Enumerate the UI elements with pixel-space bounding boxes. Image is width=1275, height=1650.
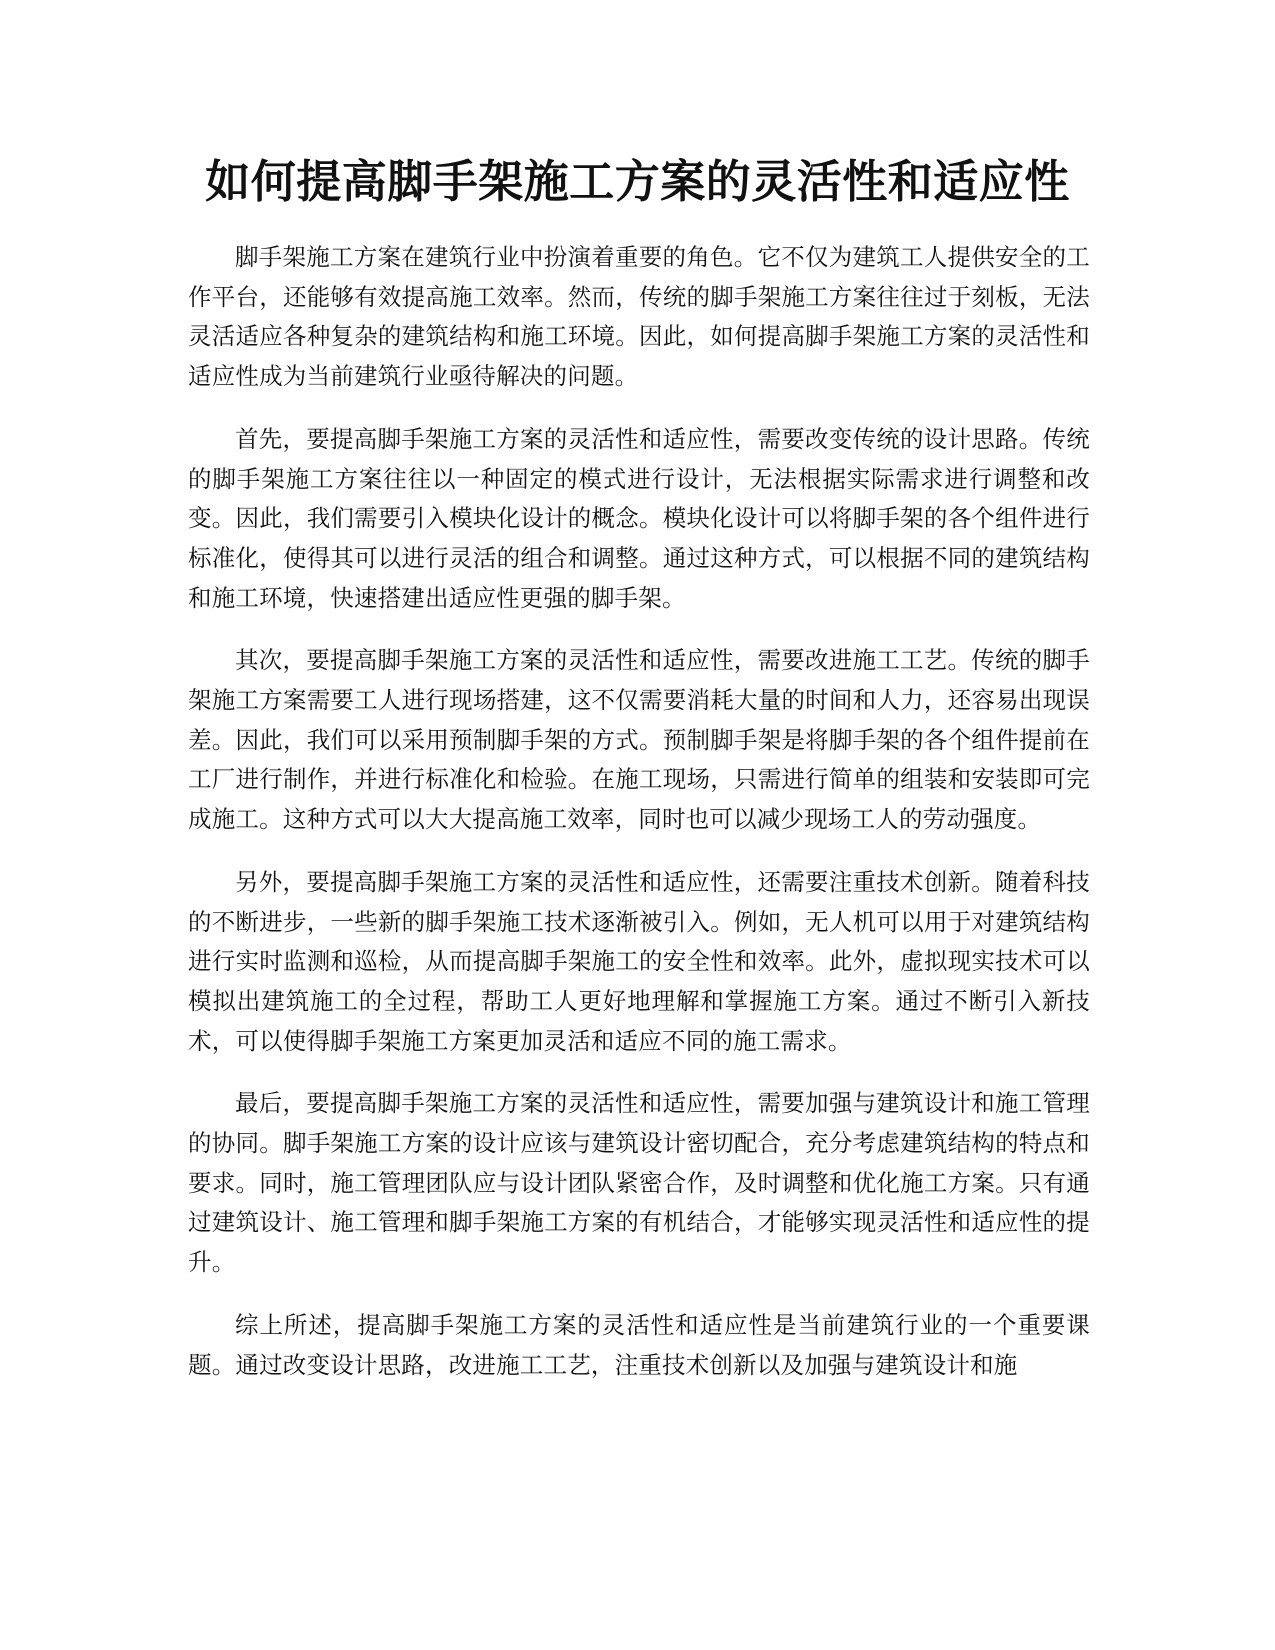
paragraph-summary: 综上所述，提高脚手架施工方案的灵活性和适应性是当前建筑行业的一个重要课题。通过改变设计思路，改进施工工艺，注重技术创新以及加强与建筑设计和施 bbox=[188, 1310, 1090, 1379]
paragraph-second: 其次，要提高脚手架施工方案的灵活性和适应性，需要改进施工工艺。传统的脚手架施工方案需要工人进行现场搭建，这不仅需要消耗大量的时间和人力，还容易出现误差。因此，我们可以采用预制脚手架的方式。预制脚手架是将脚手架的各个组件提前在工厂进行制作，并进行标准化和检验。在施工现场，只需进行简单的组装和安装即可完成施工。这种方式可以大大提高施工效率，同时也可以减少现场工人的劳动强度。 bbox=[188, 646, 1090, 834]
paragraph-intro: 脚手架施工方案在建筑行业中扮演着重要的角色。它不仅为建筑工人提供安全的工作平台，还能够有效提高施工效率。然而，传统的脚手架施工方案往往过于刻板，无法灵活适应各种复杂的建筑结构和施工环境。因此，如何提高脚手架施工方案的灵活性和适应性成为当前建筑行业亟待解决的问题。 bbox=[188, 243, 1090, 391]
paragraph-third: 另外，要提高脚手架施工方案的灵活性和适应性，还需要注重技术创新。随着科技的不断进步，一些新的脚手架施工技术逐渐被引入。例如，无人机可以用于对建筑结构进行实时监测和巡检，从而提高脚手架施工的安全性和效率。此外，虚拟现实技术可以模拟出建筑施工的全过程，帮助工人更好地理解和掌握施工方案。通过不断引入新技术，可以使得脚手架施工方案更加灵活和适应不同的施工需求。 bbox=[188, 867, 1090, 1055]
paragraph-first: 首先，要提高脚手架施工方案的灵活性和适应性，需要改变传统的设计思路。传统的脚手架施工方案往往以一种固定的模式进行设计，无法根据实际需求进行调整和改变。因此，我们需要引入模块化设计的概念。模块化设计可以将脚手架的各个组件进行标准化，使得其可以进行灵活的组合和调整。通过这种方式，可以根据不同的建筑结构和施工环境，快速搭建出适应性更强的脚手架。 bbox=[188, 424, 1090, 612]
document-body bbox=[188, 238, 1090, 1408]
paragraph-fourth: 最后，要提高脚手架施工方案的灵活性和适应性，需要加强与建筑设计和施工管理的协同。脚手架施工方案的设计应该与建筑设计密切配合，充分考虑建筑结构的特点和要求。同时，施工管理团队应与设计团队紧密合作，及时调整和优化施工方案。只有通过建筑设计、施工管理和脚手架施工方案的有机结合，才能够实现灵活性和适应性的提升。 bbox=[188, 1089, 1090, 1277]
document-title: 如何提高脚手架施工方案的灵活性和适应性 bbox=[205, 155, 1070, 208]
